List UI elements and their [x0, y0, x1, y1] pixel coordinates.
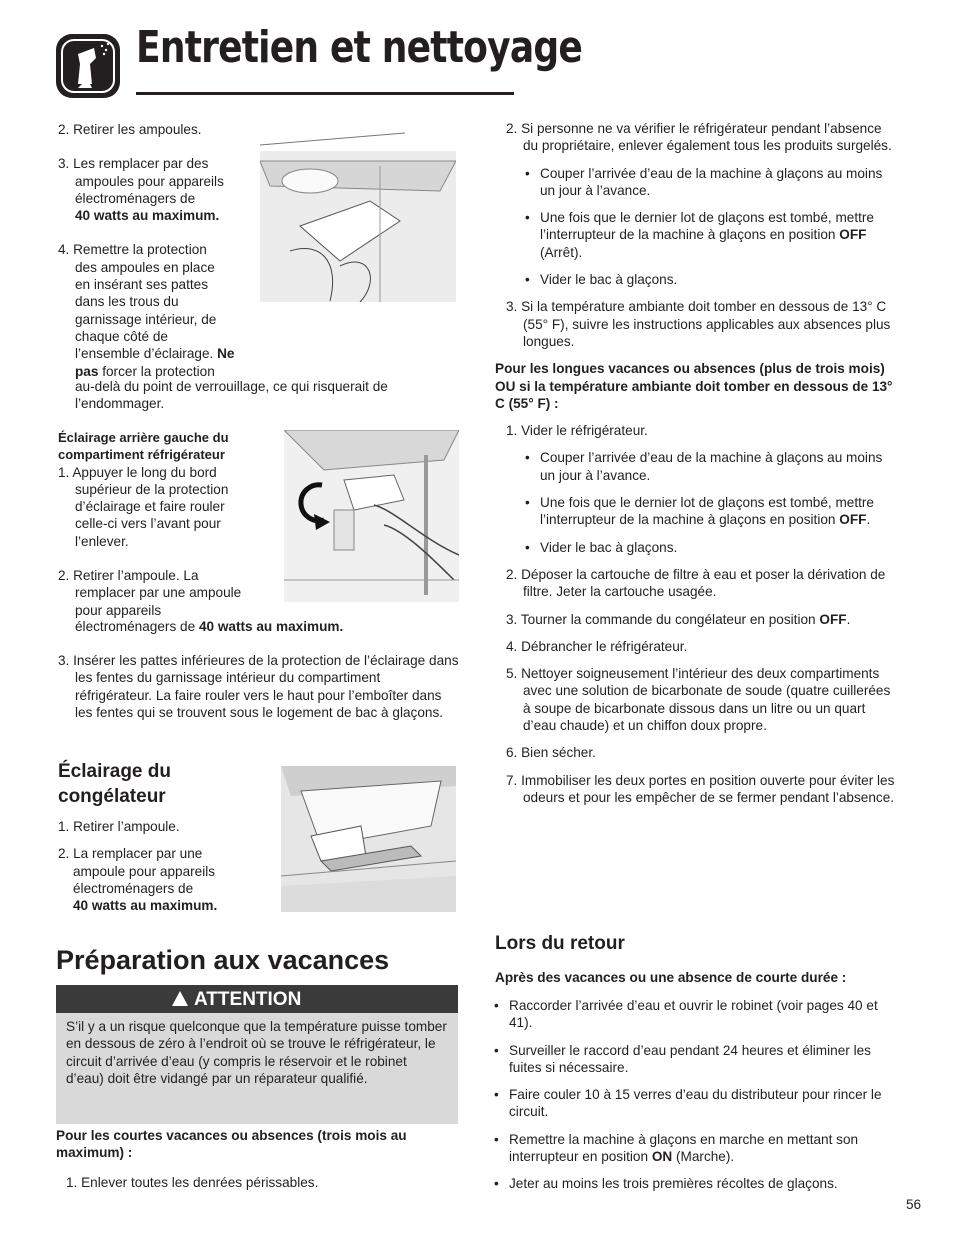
freezer-light-illustration — [281, 766, 456, 912]
long-step-2: 2. Déposer la cartouche de filtre à eau et poser la dérivation de filtre. Jeter la cartouche usagée. — [506, 566, 886, 600]
page-number: 56 — [906, 1197, 922, 1212]
step-4-line5: garnissage intérieur, de — [75, 311, 217, 327]
long-absence-heading: Pour les longues vacances ou absences (plus de trois mois) OU si la température ambiante doit tomber en dessous de 13° C (55° F) : — [495, 361, 893, 411]
ampoule-steps — [58, 121, 258, 380]
return-item-1: • Raccorder l’arrivée d’eau et ouvrir le robinet (voir pages 40 et 41). — [492, 997, 892, 1032]
vacation-heading: Préparation aux vacances — [56, 945, 390, 975]
long-bullet-empty-bin: • Vider le bac à glaçons. — [523, 539, 896, 556]
return-item-3: • Faire couler 10 à 15 verres d’eau du distributeur pour rincer le circuit. — [492, 1086, 892, 1121]
bullet-icemaker-off: • Une fois que le dernier lot de glaçons est tombé, mettre l’interrupteur de la machine à glaçons en position OFF (Arrêt). — [523, 209, 896, 261]
bulb-shield-illustration — [260, 131, 456, 302]
long-step-6: 6. Bien sécher. — [506, 745, 596, 761]
return-subheading: Après des vacances ou une absence de courte durée : — [495, 970, 847, 985]
rear-light-heading-2: compartiment réfrigérateur — [58, 447, 225, 463]
rear-light-heading-1: Éclairage arrière gauche du — [58, 430, 229, 445]
long-bullet-water-off: • Couper l’arrivée d’eau de la machine à glaçons au moins un jour à l’avance. — [523, 449, 896, 484]
short-absence-heading: Pour les courtes vacances ou absences (trois mois au maximum) : — [56, 1128, 407, 1161]
step-4-line3: en insérant ses pattes — [75, 277, 208, 293]
bullet-empty-bin: • Vider le bac à glaçons. — [523, 271, 896, 288]
step-3-line3: électroménagers de — [75, 190, 196, 206]
step-2: 2. Retirer les ampoules. — [58, 122, 202, 137]
step-4-line4: dans les trous du — [75, 294, 179, 310]
long-step-5: 5. Nettoyer soigneusement l’intérieur des deux compartiments avec une solution de bicarbonate de soude (quatre cuillerées à soupe de bicarbonate dissous dans un litre ou un quart d’eau chaude) et un chiffon doux propre. — [506, 666, 891, 734]
title-divider — [136, 92, 514, 95]
bullet-water-off: • Couper l’arrivée d’eau de la machine à glaçons au moins un jour à l’avance. — [523, 165, 896, 200]
return-item-5: • Jeter au moins les trois premières récoltes de glaçons. — [492, 1175, 892, 1192]
rear-light-step-3: 3. Insérer les pattes inférieures de la protection de l’éclairage dans les fentes du garnissage intérieur du compartiment réfrigérateur. La faire rouler vers le haut pour l’emboîter dans les fentes qui se trouvent sous le logement de bac à glaçons. — [58, 653, 459, 720]
return-list — [492, 997, 892, 1193]
long-step-7: 7. Immobiliser les deux portes en position ouverte pour éviter les odeurs et pour les empêcher de se fermer pendant l’absence. — [506, 772, 895, 805]
rear-light-step-2-end: électroménagers de 40 watts au maximum. — [75, 619, 344, 634]
step-4-continued: au-delà du point de verrouillage, ce qui risquerait de l’endommager. — [75, 379, 388, 412]
return-heading: Lors du retour — [495, 933, 625, 954]
step-4-line6: chaque côté de — [75, 328, 168, 344]
step-2: 2. Si personne ne va vérifier le réfrigérateur pendant l’absence du propriétaire, enlever également tous les produits surgelés. — [506, 121, 892, 154]
step-4-line1: 4. Remettre la protection — [58, 242, 207, 258]
short-absence-step-1: 1. Enlever toutes les denrées périssables. — [66, 1175, 319, 1190]
step-3-line1: 3. Les remplacer par des — [58, 156, 209, 172]
step-3-line2: ampoules pour appareils — [75, 173, 224, 189]
right-column — [495, 120, 896, 806]
attention-box — [56, 1013, 458, 1124]
freezer-light-steps: 1. Retirer l’ampoule. 2. La remplacer par une ampoule pour appareils électroménagers de 40 watts au maximum. — [58, 819, 218, 914]
warning-icon — [172, 991, 188, 1006]
attention-bar — [56, 985, 458, 1013]
return-item-2: • Surveiller le raccord d’eau pendant 24 heures et éliminer les fuites si nécessaire. — [492, 1042, 892, 1077]
step-3-line4: 40 watts au maximum. — [75, 208, 220, 224]
attention-text: S’il y a un risque quelconque que la température puisse tomber en dessous de zéro à l’endroit où se trouve le réfrigérateur, le circuit d’arrivée d’eau (y compris le réservoir et le robinet d’eau) doit être vidangé par un réparateur qualifié. — [66, 1019, 447, 1086]
return-item-4: • Remettre la machine à glaçons en marche en mettant son interrupteur en position ON (Marche). — [492, 1131, 892, 1166]
rear-light-section: Éclairage arrière gauche du compartiment réfrigérateur 1. Appuyer le long du bord supérieur de la protection d’éclairage et faire rouler celle-ci vers l’avant pour l’enlever. 2. Retirer l’ampoule. La remplacer par une ampoule pour appareils — [58, 429, 273, 619]
freezer-light-heading: Éclairage du congélateur — [58, 761, 171, 807]
step-4-line8: pas forcer la protection — [75, 363, 215, 379]
long-step-1: 1. Vider le réfrigérateur. — [506, 423, 648, 439]
page-title: Entretien et nettoyage — [136, 22, 583, 73]
step-4-line7: l’ensemble d’éclairage. Ne — [75, 346, 235, 362]
cleaning-spray-icon — [56, 34, 120, 98]
step-3: 3. Si la température ambiante doit tomber en dessous de 13° C (55° F), suivre les instructions applicables aux absences plus longues. — [506, 299, 891, 349]
rear-light-illustration — [284, 430, 459, 602]
long-step-3: 3. Tourner la commande du congélateur en position OFF. — [506, 611, 851, 627]
long-bullet-icemaker-off: • Une fois que le dernier lot de glaçons est tombé, mettre l’interrupteur de la machine à glaçons en position OFF. — [523, 494, 896, 529]
long-step-4: 4. Débrancher le réfrigérateur. — [506, 638, 688, 654]
attention-label: ATTENTION — [194, 989, 302, 1010]
step-4-line2: des ampoules en place — [75, 259, 215, 275]
